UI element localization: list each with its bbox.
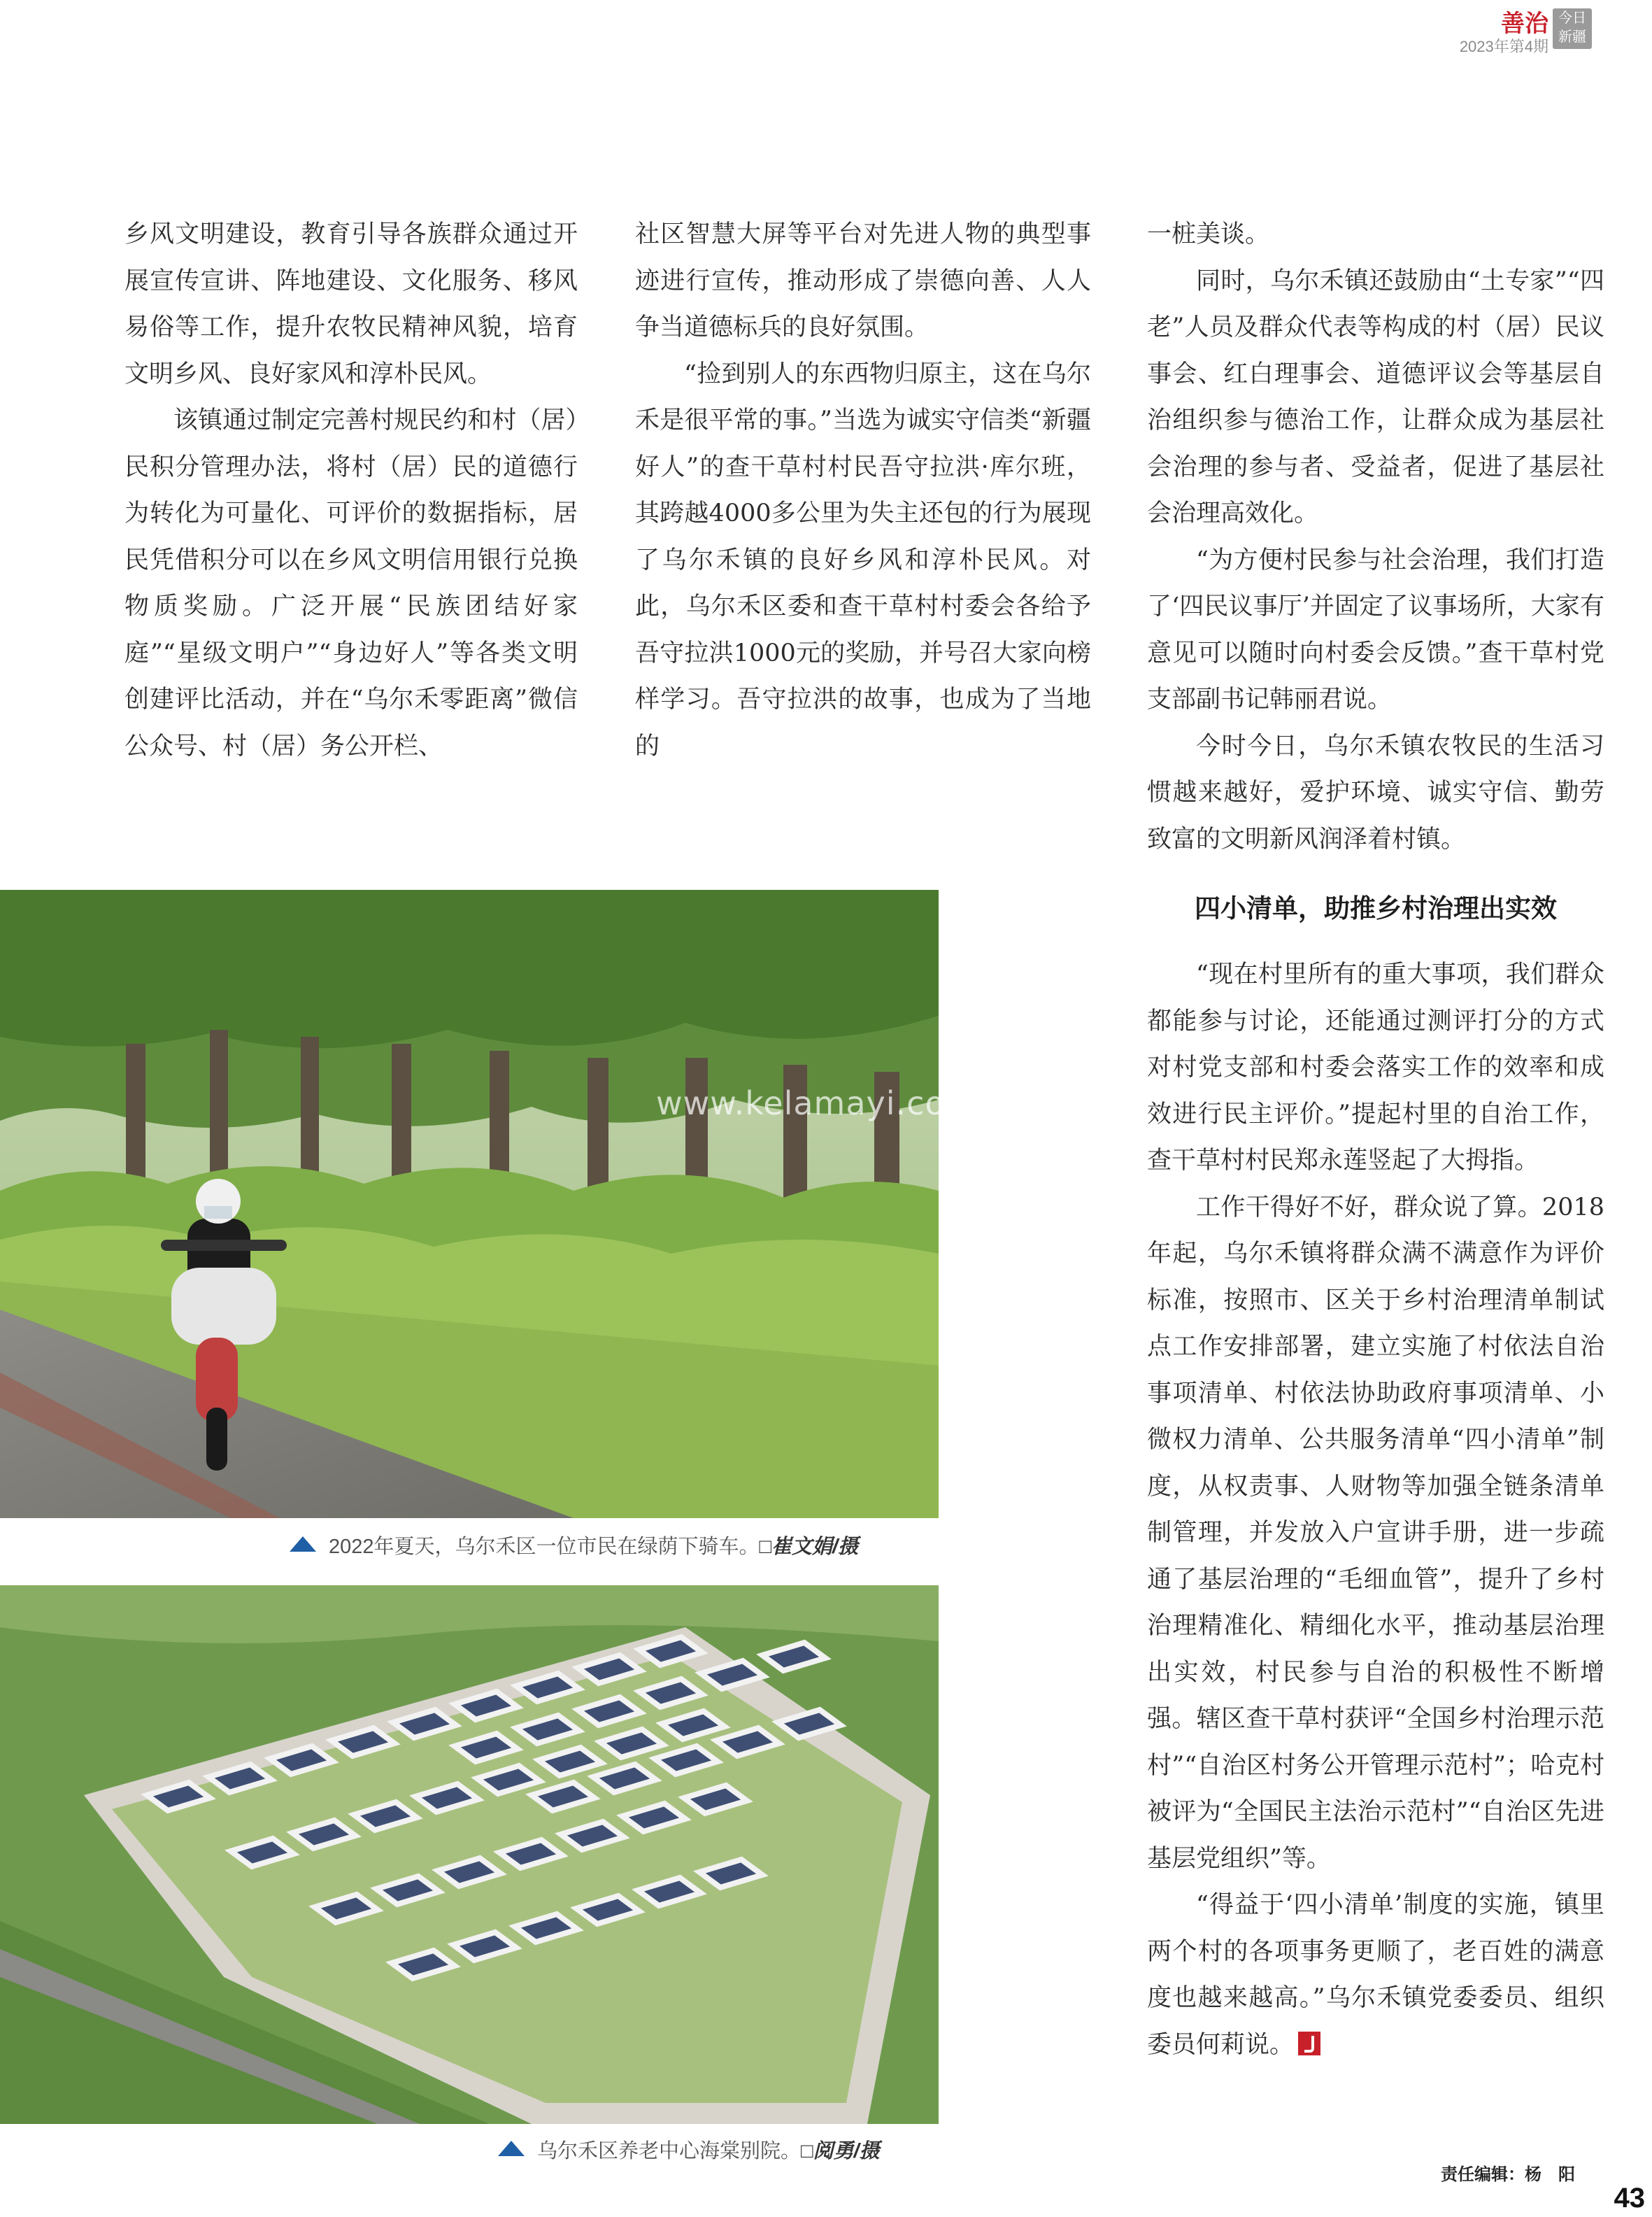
photo-caption-1 — [290, 1531, 858, 1559]
text-column-3-bottom — [1147, 951, 1604, 2068]
paragraph: 该镇通过制定完善村规民约和村（居）民积分管理办法，将村（居）民的道德行为转化为可量化、可评价的数据指标，居民凭借积分可以在乡风文明信用银行兑换物质奖励。广泛开展“民族团结好家庭”“星级文明户”“身边好人”等各类文明创建评比活动，并在“乌尔禾零距离”微信公众号、村（居）务公开栏、 — [124, 406, 578, 760]
triangle-marker-icon — [498, 2141, 525, 2156]
photo-illustration — [0, 1585, 939, 2124]
section-subheading: 四小清单，助推乡村治理出实效 — [1195, 893, 1557, 923]
paragraph: “为方便村民参与社会治理，我们打造了‘四民议事厅’并固定了议事场所，大家有意见可以随时向村委会反馈。”查干草村党支部副书记韩丽君说。 — [1147, 546, 1604, 714]
caption-text: 2022年夏天，乌尔禾区一位市民在绿荫下骑车。 — [329, 1536, 760, 1558]
paragraph: 今时今日，乌尔禾镇农牧民的生活习惯越来越好，爱护环境、诚实守信、勤劳致富的文明新风润泽着村镇。 — [1147, 732, 1604, 853]
magazine-logo: 今日新疆 — [1553, 8, 1592, 49]
text-column-1 — [124, 211, 578, 770]
photo-credit: □崔文娟/摄 — [759, 1536, 859, 1558]
end-mark-icon — [1298, 2032, 1320, 2055]
section-title: 善治 — [1501, 10, 1548, 38]
photo-aerial-elderly-care-center — [0, 1585, 939, 2124]
paragraph: 一桩美谈。 — [1147, 220, 1270, 248]
photo-cyclist-tree-lined-road — [0, 890, 939, 1518]
paragraph-text: “得益于‘四小清单’制度的实施，镇里两个村的各项事务更顺了，老百姓的满意度也越来越高。”乌尔禾镇党委委员、组织委员何莉说。 — [1147, 1891, 1604, 2059]
paragraph: “现在村里所有的重大事项，我们群众都能参与讨论，还能通过测评打分的方式对村党支部和村委会落实工作的效率和成效进行民主评价。”提起村里的自治工作，查干草村村民郑永莲竖起了大拇指。 — [1147, 961, 1604, 1175]
text-column-2 — [635, 211, 1091, 770]
paragraph: 社区智慧大屏等平台对先进人物的典型事迹进行宣传，推动形成了崇德向善、人人争当道德标兵的良好氛围。 — [635, 220, 1091, 341]
text-column-3-top — [1147, 211, 1604, 863]
page-number: 43 — [1614, 2183, 1645, 2214]
caption-text: 乌尔禾区养老中心海棠别院。 — [537, 2140, 802, 2162]
paragraph: 乡风文明建设，教育引导各族群众通过开展宣传宣讲、阵地建设、文化服务、移风易俗等工作，提升农牧民精神风貌，培育文明乡风、良好家风和淳朴民风。 — [124, 220, 578, 388]
paragraph — [1147, 1882, 1604, 2068]
photo-caption-2 — [498, 2135, 880, 2164]
paragraph: “捡到别人的东西物归原主，这在乌尔禾是很平常的事。”当选为诚实守信类“新疆好人”的查干草村村民吾守拉洪·库尔班，其跨越4000多公里为失主还包的行为展现了乌尔禾镇的良好乡风和淳朴民风。对此，乌尔禾区委和查干草村村委会各给予吾守拉洪1000元的奖励，并号召大家向榜样学习。吾守拉洪的故事，也成为了当地的 — [635, 360, 1091, 760]
editor-credit: 责任编辑：杨 阳 — [1441, 2165, 1575, 2184]
photo-illustration — [0, 890, 939, 1518]
watermark: www.kelamayi.com.cn — [656, 1084, 1028, 1122]
paragraph: 工作干得好不好，群众说了算。2018年起，乌尔禾镇将群众满不满意作为评价标准，按照市、区关于乡村治理清单制试点工作安排部署，建立实施了村依法自治事项清单、村依法协助政府事项清单、小微权力清单、公共服务清单“四小清单”制度，从权责事、人财物等加强全链条清单制管理，并发放入户宣讲手册，进一步疏通了基层治理的“毛细血管”，提升了乡村治理精准化、精细化水平，推动基层治理出实效，村民参与自治的积极性不断增强。辖区查干草村获评“全国乡村治理示范村”“自治区村务公开管理示范村”；哈克村被评为“全国民主法治示范村”“自治区先进基层党组织”等。 — [1147, 1193, 1604, 1873]
triangle-marker-icon — [290, 1536, 316, 1552]
photo-credit: □阅勇/摄 — [801, 2140, 880, 2162]
issue-label: 2023年第4期 — [1459, 38, 1548, 55]
paragraph: 同时，乌尔禾镇还鼓励由“土专家”“四老”人员及群众代表等构成的村（居）民议事会、红白理事会、道德评议会等基层自治组织参与德治工作，让群众成为基层社会治理的参与者、受益者，促进了基层社会治理高效化。 — [1147, 267, 1604, 527]
